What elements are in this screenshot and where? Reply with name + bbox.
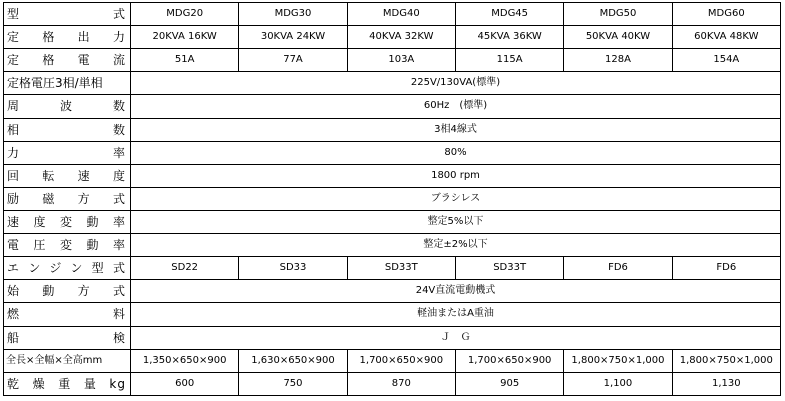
weight-row	[4, 372, 781, 395]
speed-regulation-row	[4, 210, 781, 233]
model-cell: MDG40	[347, 3, 455, 26]
weight-cell: 600	[131, 372, 239, 395]
phase-label: 相 数	[4, 118, 131, 141]
rated-current-cell: 51A	[131, 49, 239, 72]
engine-cell: SD22	[131, 257, 239, 280]
rated-output-cell: 20KVA 16KW	[131, 26, 239, 49]
starting-value: 24V直流電動機式	[131, 280, 781, 303]
voltage-regulation-label: 電圧変動率	[4, 234, 131, 257]
dimensions-label: 全長×全幅×全高mm	[4, 349, 131, 372]
frequency-label: 周 波 数	[4, 95, 131, 118]
engine-label: エンジン型式	[4, 257, 131, 280]
frequency-row	[4, 95, 781, 118]
engine-row	[4, 257, 781, 280]
weight-label: 乾燥重量kg	[4, 372, 131, 395]
power-factor-row	[4, 141, 781, 164]
rated-output-cell: 60KVA 48KW	[672, 26, 780, 49]
frequency-value: 60Hz (標準)	[131, 95, 781, 118]
fuel-row	[4, 303, 781, 326]
rated-current-cell: 103A	[347, 49, 455, 72]
inspection-row	[4, 326, 781, 349]
fuel-label: 燃 料	[4, 303, 131, 326]
power-factor-label: 力 率	[4, 141, 131, 164]
dimensions-cell: 1,800×750×1,000	[672, 349, 780, 372]
rated-current-cell: 128A	[564, 49, 672, 72]
rated-output-label: 定 格 出 力	[4, 26, 131, 49]
rated-output-cell: 40KVA 32KW	[347, 26, 455, 49]
power-factor-value: 80%	[131, 141, 781, 164]
voltage-regulation-value: 整定±2%以下	[131, 234, 781, 257]
engine-cell: SD33T	[347, 257, 455, 280]
starting-row	[4, 280, 781, 303]
rated-voltage-label: 定格電圧3相/単相	[4, 72, 131, 95]
rated-output-cell: 30KVA 24KW	[239, 26, 347, 49]
rated-current-row	[4, 49, 781, 72]
excitation-value: ブラシレス	[131, 187, 781, 210]
speed-value: 1800 rpm	[131, 164, 781, 187]
weight-cell: 1,130	[672, 372, 780, 395]
rated-current-cell: 154A	[672, 49, 780, 72]
model-cell: MDG50	[564, 3, 672, 26]
model-cell: MDG45	[455, 3, 563, 26]
fuel-value: 軽油またはA重油	[131, 303, 781, 326]
dimensions-cell: 1,700×650×900	[347, 349, 455, 372]
spec-table	[3, 2, 781, 396]
inspection-label: 船 検	[4, 326, 131, 349]
rated-voltage-value: 225V/130VA(標準)	[131, 72, 781, 95]
speed-row	[4, 164, 781, 187]
inspection-value: Ｊ Ｇ	[131, 326, 781, 349]
excitation-row	[4, 187, 781, 210]
engine-cell: SD33	[239, 257, 347, 280]
rated-current-cell: 77A	[239, 49, 347, 72]
rated-current-label: 定 格 電 流	[4, 49, 131, 72]
model-row	[4, 3, 781, 26]
rated-current-cell: 115A	[455, 49, 563, 72]
speed-regulation-label: 速度変動率	[4, 210, 131, 233]
rated-output-row	[4, 26, 781, 49]
starting-label: 始 動 方 式	[4, 280, 131, 303]
model-cell: MDG60	[672, 3, 780, 26]
rated-voltage-row	[4, 72, 781, 95]
excitation-label: 励 磁 方 式	[4, 187, 131, 210]
rated-output-cell: 50KVA 40KW	[564, 26, 672, 49]
engine-cell: FD6	[564, 257, 672, 280]
weight-cell: 750	[239, 372, 347, 395]
engine-cell: SD33T	[455, 257, 563, 280]
engine-cell: FD6	[672, 257, 780, 280]
dimensions-cell: 1,350×650×900	[131, 349, 239, 372]
model-label: 型 式	[4, 3, 131, 26]
weight-cell: 905	[455, 372, 563, 395]
phase-value: 3相4線式	[131, 118, 781, 141]
model-cell: MDG20	[131, 3, 239, 26]
dimensions-cell: 1,630×650×900	[239, 349, 347, 372]
weight-cell: 870	[347, 372, 455, 395]
weight-cell: 1,100	[564, 372, 672, 395]
speed-regulation-value: 整定5%以下	[131, 210, 781, 233]
model-cell: MDG30	[239, 3, 347, 26]
voltage-regulation-row	[4, 234, 781, 257]
dimensions-cell: 1,800×750×1,000	[564, 349, 672, 372]
rated-output-cell: 45KVA 36KW	[455, 26, 563, 49]
speed-label: 回 転 速 度	[4, 164, 131, 187]
dimensions-row	[4, 349, 781, 372]
dimensions-cell: 1,700×650×900	[455, 349, 563, 372]
phase-row	[4, 118, 781, 141]
